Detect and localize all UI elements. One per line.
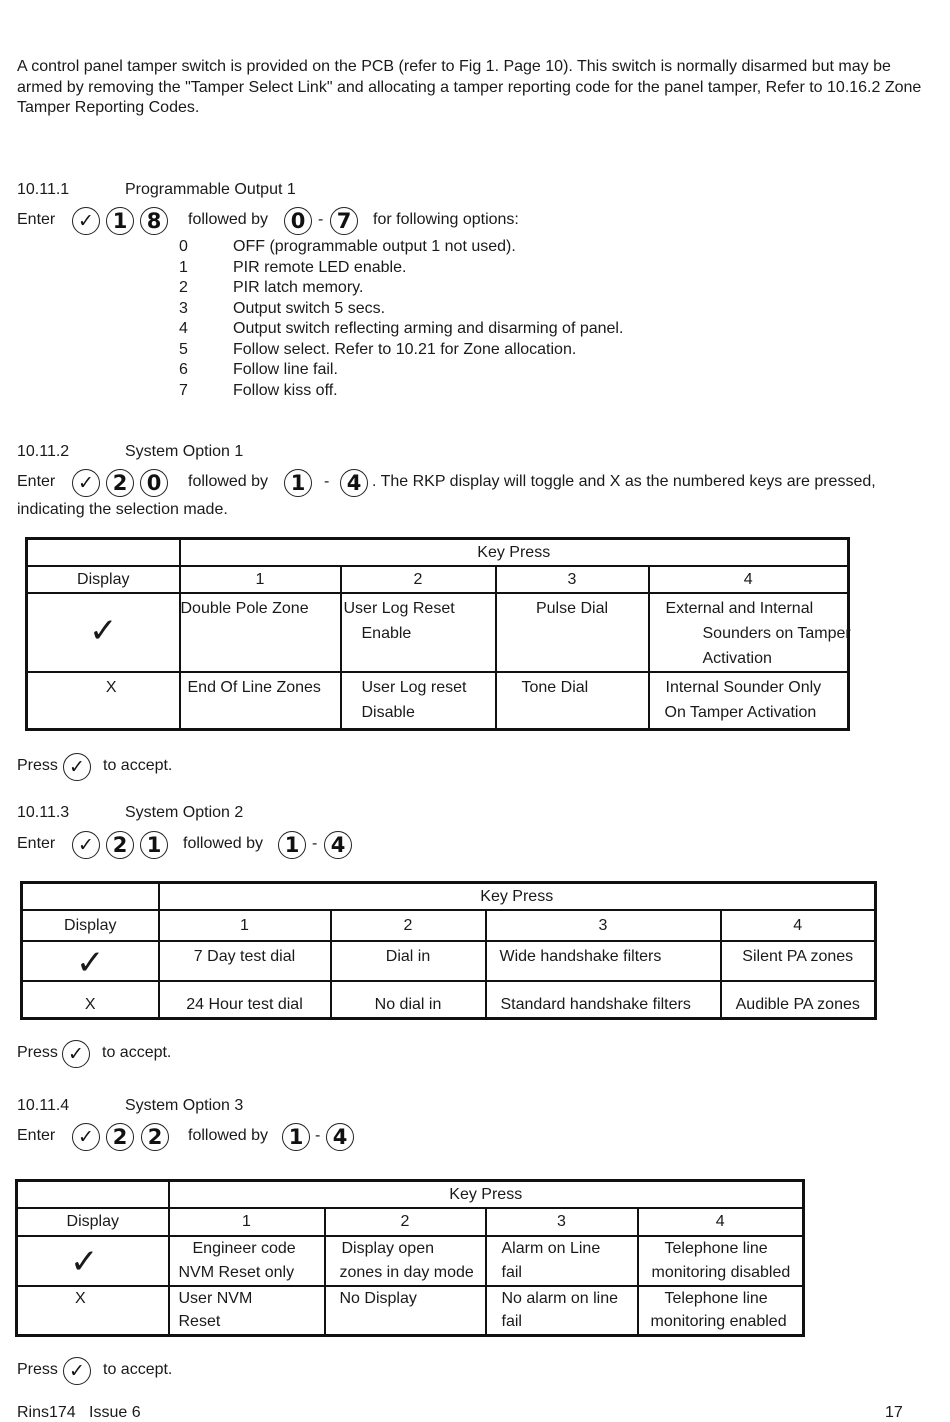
cell-text: monitoring enabled (650, 1313, 787, 1330)
followed-by-label: followed by (188, 211, 269, 228)
cell-text: Alarm on Line (501, 1240, 601, 1257)
cell-text: Disable (361, 704, 415, 721)
section-number: 10.11.2 (17, 443, 70, 460)
cell-text: 7 Day test dial (193, 948, 296, 965)
option-text: Follow line fail. (233, 361, 338, 378)
followed-by-label: followed by (188, 473, 269, 490)
table-cell (331, 981, 486, 1018)
tick-row-label (27, 593, 180, 672)
cell-text: Tone Dial (521, 679, 589, 696)
cell-text: Reset (178, 1313, 221, 1330)
page-number: 17 (885, 1404, 903, 1421)
table-cell (638, 1286, 804, 1335)
key-col-header: 2 (341, 566, 496, 593)
blank-cell (17, 1181, 169, 1209)
table-cell (486, 1236, 638, 1286)
key-col-header: 1 (169, 1208, 325, 1236)
cell-text: Telephone line (664, 1290, 768, 1307)
enter-label: Enter (17, 1127, 56, 1144)
section-title: System Option 1 (125, 443, 244, 460)
cell-text: Standard handshake filters (500, 995, 691, 1013)
toggle-explanation-cont: indicating the selection made. (17, 501, 228, 518)
cell-text: Internal Sounder Only (665, 679, 822, 696)
x-row-label (17, 1286, 169, 1335)
cell-text: Engineer code (192, 1240, 296, 1257)
option-number: 1 (179, 259, 188, 276)
table-cell (341, 672, 496, 729)
cell-text: No alarm on line (501, 1290, 618, 1307)
cell-text: Wide handshake filters (499, 948, 662, 965)
table-cell (180, 672, 341, 729)
cell-text: No dial in (374, 995, 442, 1013)
cell-text: zones in day mode (339, 1264, 474, 1281)
key-col-header: 2 (325, 1208, 486, 1236)
check-key-icon: ✓ (72, 469, 100, 497)
check-key-icon: ✓ (62, 1040, 90, 1068)
digit-key: 1 (140, 831, 168, 859)
cell-text: Sounders on Tamper (702, 625, 851, 642)
system-option-1-table (25, 537, 850, 731)
table-cell (649, 672, 849, 729)
table-cell (159, 981, 331, 1018)
option-text: OFF (programmable output 1 not used). (233, 238, 516, 255)
tick-row-label (22, 941, 159, 981)
blank-cell (27, 539, 180, 567)
range-dash: - (318, 211, 324, 228)
option-number: 0 (179, 238, 188, 255)
cell-text: NVM Reset only (178, 1264, 295, 1281)
display-header: Display (22, 910, 159, 941)
table-cell (341, 593, 496, 672)
table-cell (486, 1286, 638, 1335)
cell-text: User Log reset (361, 679, 467, 696)
press-label: Press (17, 1044, 58, 1061)
range-end-key: 4 (324, 831, 352, 859)
cell-text: fail (501, 1313, 522, 1330)
digit-key: 1 (106, 207, 134, 235)
key-col-header: 1 (180, 566, 341, 593)
cell-text: Activation (702, 650, 772, 667)
range-start-key: 1 (278, 831, 306, 859)
range-start-key: 1 (282, 1123, 310, 1151)
enter-label: Enter (17, 211, 56, 228)
table-cell (486, 941, 721, 981)
table-cell (496, 593, 649, 672)
cell-text: 24 Hour test dial (186, 995, 303, 1013)
table-cell (169, 1286, 325, 1335)
option-text: Follow select. Refer to 10.21 for Zone allocation. (233, 341, 577, 358)
key-col-header: 3 (486, 1208, 638, 1236)
toggle-explanation: . The RKP display will toggle and X as the numbered keys are pressed, (372, 473, 876, 490)
table-cell (325, 1286, 486, 1335)
option-number: 7 (179, 382, 188, 399)
section-number: 10.11.4 (17, 1097, 70, 1114)
option-text: PIR latch memory. (233, 279, 364, 296)
cell-text: User Log Reset (343, 600, 455, 617)
option-number: 6 (179, 361, 188, 378)
press-label: Press (17, 757, 58, 774)
section-title: Programmable Output 1 (125, 181, 296, 198)
range-end-key: 7 (330, 207, 358, 235)
cell-text: Audible PA zones (735, 995, 860, 1013)
table-cell (159, 941, 331, 981)
table-cell (331, 941, 486, 981)
key-press-header: Key Press (180, 539, 849, 567)
enter-label: Enter (17, 473, 56, 490)
section-number: 10.11.3 (17, 804, 70, 821)
accept-label: to accept. (103, 757, 173, 774)
check-key-icon: ✓ (63, 1357, 91, 1385)
key-press-header: Key Press (159, 883, 876, 911)
followed-by-label: followed by (188, 1127, 269, 1144)
option-number: 5 (179, 341, 188, 358)
range-end-key: 4 (326, 1123, 354, 1151)
cell-text: Dial in (385, 948, 431, 965)
section-title: System Option 2 (125, 804, 244, 821)
cell-text: Silent PA zones (742, 948, 854, 965)
x-mark: X (84, 995, 96, 1013)
x-mark: X (105, 679, 117, 696)
digit-key: 8 (140, 207, 168, 235)
followed-by-label: followed by (183, 835, 264, 852)
key-col-header: 3 (486, 910, 721, 941)
check-key-icon: ✓ (72, 831, 100, 859)
cell-text: No Display (339, 1290, 417, 1307)
range-start-key: 1 (284, 469, 312, 497)
option-text: Output switch 5 secs. (233, 300, 386, 317)
option-number: 2 (179, 279, 188, 296)
check-key-icon: ✓ (72, 1123, 100, 1151)
cell-text: External and Internal (665, 600, 814, 617)
cell-text: Pulse Dial (535, 600, 609, 617)
section-number: 10.11.1 (17, 181, 70, 198)
cell-text: Enable (361, 625, 412, 642)
table-cell (496, 672, 649, 729)
option-text: Output switch reflecting arming and disarming of panel. (233, 320, 624, 337)
table-cell (325, 1236, 486, 1286)
digit-key: 0 (140, 469, 168, 497)
digit-key: 2 (106, 1123, 134, 1151)
key-col-header: 2 (331, 910, 486, 941)
display-header: Display (27, 566, 180, 593)
check-key-icon: ✓ (72, 207, 100, 235)
digit-key: 2 (106, 831, 134, 859)
cell-text: monitoring disabled (651, 1264, 791, 1281)
accept-label: to accept. (102, 1044, 172, 1061)
check-key-icon: ✓ (63, 753, 91, 781)
table-cell (180, 593, 341, 672)
range-start-key: 0 (284, 207, 312, 235)
x-row-label (22, 981, 159, 1018)
check-mark-icon: ✓ (89, 611, 118, 651)
intro-paragraph: A control panel tamper switch is provided on the PCB (refer to Fig 1. Page 10). This switch is normally disarmed but may be armed by removing the "Tamper Select Link" and allocating a tamper reporting code for the panel tamper, Refer to 10.16.2 Zone Tamper Reporting Codes. (17, 58, 922, 116)
system-option-2-table (20, 881, 877, 1020)
range-dash: - (324, 473, 330, 490)
digit-key: 2 (141, 1123, 169, 1151)
option-number: 3 (179, 300, 188, 317)
key-press-header: Key Press (169, 1181, 804, 1209)
key-col-header: 1 (159, 910, 331, 941)
press-label: Press (17, 1361, 58, 1378)
digit-key: 2 (106, 469, 134, 497)
system-option-3-table (15, 1179, 805, 1337)
key-col-header: 4 (638, 1208, 804, 1236)
enter-label: Enter (17, 835, 56, 852)
cell-text: End Of Line Zones (187, 679, 321, 696)
key-col-header: 3 (496, 566, 649, 593)
x-mark: X (75, 1290, 86, 1307)
cell-text: Display open (341, 1240, 434, 1257)
option-number: 4 (179, 320, 188, 337)
table-cell (486, 981, 721, 1018)
section-title: System Option 3 (125, 1097, 244, 1114)
key-col-header: 4 (721, 910, 876, 941)
footer-doc-ref: Rins174 Issue 6 (17, 1404, 141, 1421)
range-dash: - (315, 1127, 321, 1144)
table-cell (721, 981, 876, 1018)
cell-text: User NVM (178, 1290, 253, 1307)
display-header: Display (17, 1208, 169, 1236)
tick-row-label (17, 1236, 169, 1286)
cell-text: Telephone line (664, 1240, 768, 1257)
cell-text: fail (501, 1264, 522, 1281)
range-end-key: 4 (340, 469, 368, 497)
key-col-header: 4 (649, 566, 849, 593)
table-cell (649, 593, 849, 672)
check-mark-icon: ✓ (76, 943, 105, 983)
table-cell (638, 1236, 804, 1286)
cell-text: On Tamper Activation (664, 704, 817, 721)
option-text: PIR remote LED enable. (233, 259, 407, 276)
cell-text: Double Pole Zone (180, 600, 309, 617)
option-text: Follow kiss off. (233, 382, 338, 399)
table-cell (169, 1236, 325, 1286)
blank-cell (22, 883, 159, 911)
x-row-label (27, 672, 180, 729)
range-dash: - (312, 835, 318, 852)
check-mark-icon: ✓ (70, 1242, 99, 1282)
table-cell (721, 941, 876, 981)
options-intro: for following options: (373, 211, 519, 228)
accept-label: to accept. (103, 1361, 173, 1378)
